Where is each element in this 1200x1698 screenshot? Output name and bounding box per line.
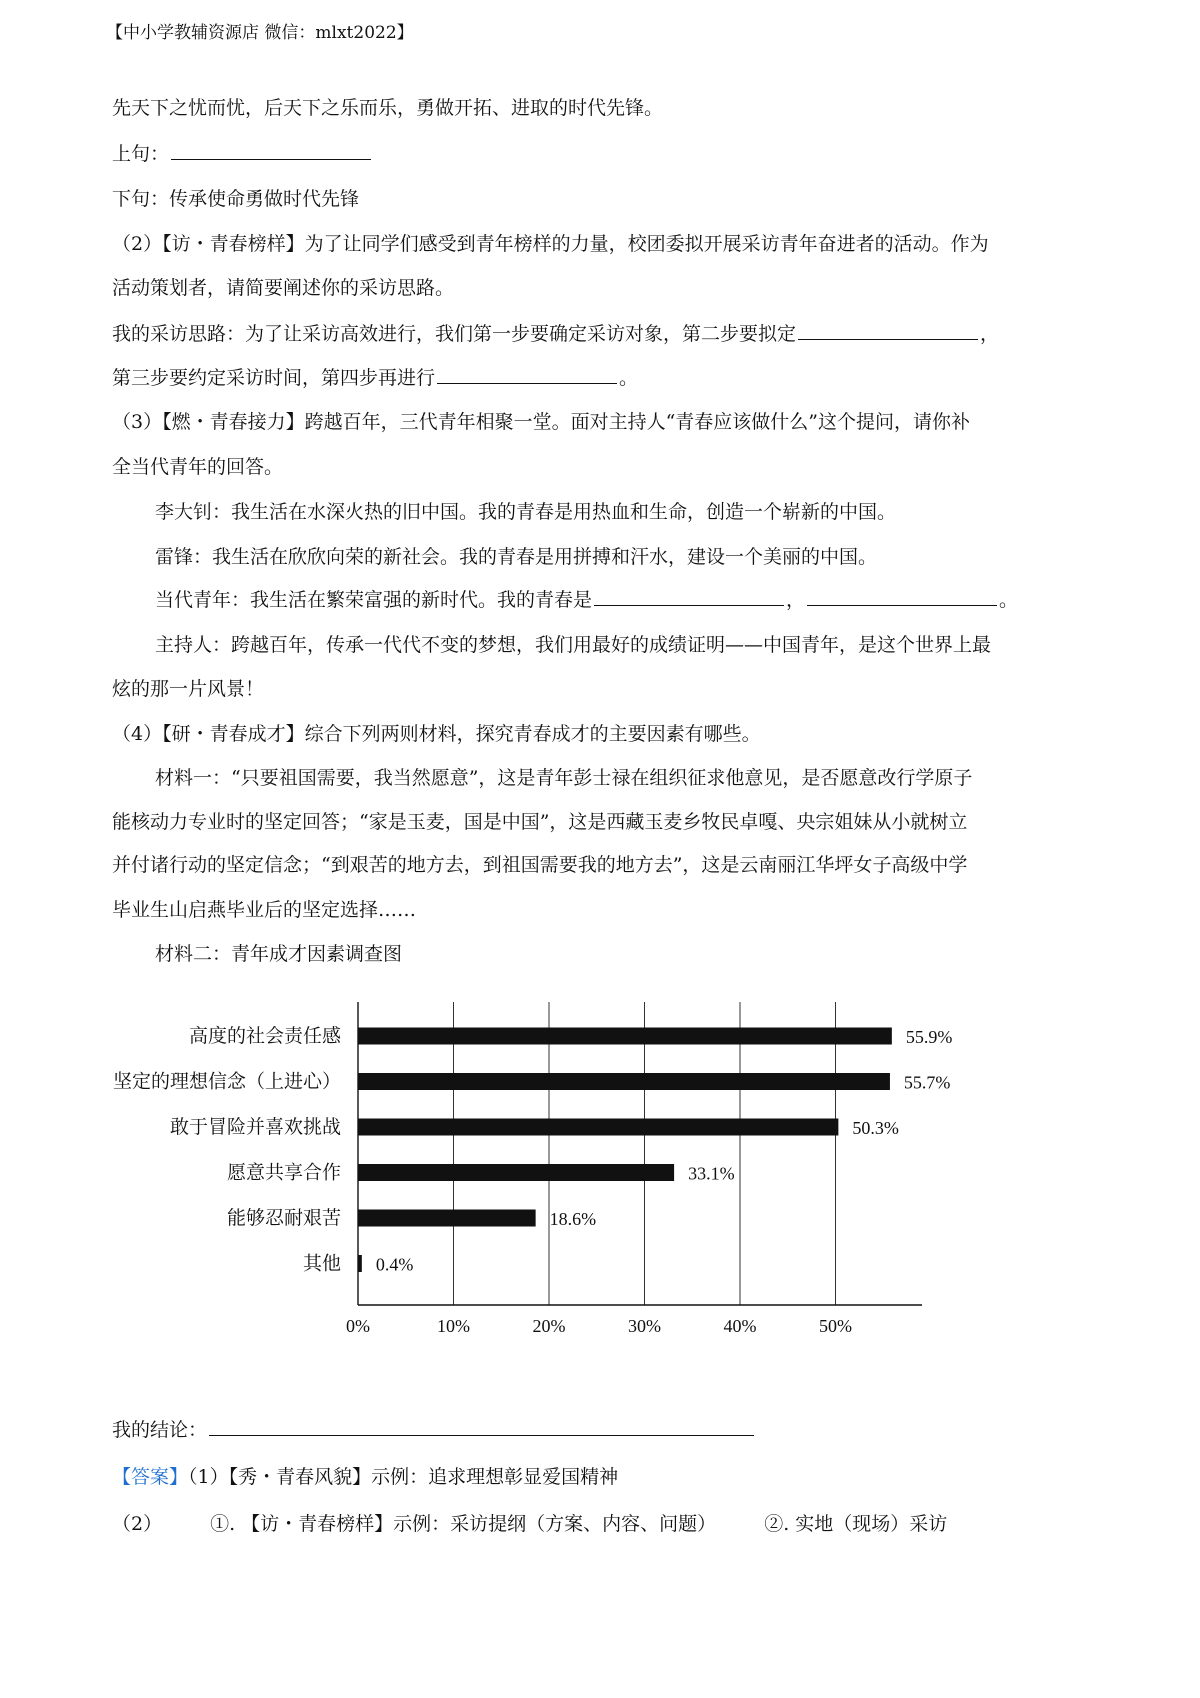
- contemporary-youth-line: 当代青年：我生活在繁荣富强的新时代。我的青春是 ， 。: [155, 589, 1019, 611]
- page-header: 【中小学教辅资源店 微信：mlxt2022】: [106, 23, 414, 43]
- chart-bar: [358, 1028, 892, 1045]
- chart-bar: [358, 1210, 536, 1227]
- material-1-line-4: 毕业生山启燕毕业后的坚定选择……: [112, 899, 417, 921]
- chart-x-tick-label: 10%: [437, 1316, 470, 1336]
- upper-line-label: 上句：: [112, 143, 170, 165]
- chart-bar: [358, 1255, 362, 1272]
- q4-line-1: （4）【研・青春成才】综合下列两则材料，探究青春成才的主要因素有哪些。: [112, 723, 761, 745]
- conclusion-blank[interactable]: [209, 1434, 754, 1436]
- chart-category-label: 高度的社会责任感: [188, 1026, 341, 1047]
- chart-bar: [358, 1073, 890, 1090]
- lower-line-label: 下句：: [112, 188, 170, 210]
- q3-line-2: 全当代青年的回答。: [112, 456, 284, 478]
- chart-data-label: 33.1%: [688, 1163, 735, 1184]
- conclusion-label: 我的结论：: [112, 1419, 208, 1441]
- contemporary-blank-1[interactable]: [594, 604, 784, 606]
- answer-item-1: ①. 【访・青春榜样】示例：采访提纲（方案、内容、问题）: [210, 1513, 717, 1535]
- chart-data-label: 0.4%: [375, 1254, 414, 1275]
- conclusion-row: [112, 1418, 756, 1442]
- host-line-2: 炫的那一片风景！: [112, 678, 265, 700]
- chart-category-label: 能够忍耐艰苦: [226, 1208, 341, 1229]
- material-2-label: 材料二：青年成才因素调查图: [155, 943, 403, 965]
- answer-tag: 【答案】: [112, 1466, 189, 1488]
- q2-blank-step-4[interactable]: [437, 382, 617, 384]
- li-dazhao-quote: 李大钊：我生活在水深火热的旧中国。我的青春是用热血和生命，创造一个崭新的中国。: [155, 501, 897, 523]
- q2-blank-step-2[interactable]: [798, 338, 978, 340]
- chart-bar: [358, 1164, 674, 1181]
- answer-item-2: ②. 实地（现场）采访: [764, 1513, 948, 1535]
- q3-line-1: （3）【燃・青春接力】跨越百年，三代青年相聚一堂。面对主持人“青春应该做什么”这个提问，请你补: [112, 411, 971, 433]
- q2-line-1: （2）【访・青春榜样】为了让同学们感受到青年榜样的力量，校团委拟开展采访青年奋进者的活动。作为: [112, 233, 989, 255]
- material-1-line-3: 并付诸行动的坚定信念；“到艰苦的地方去，到祖国需要我的地方去”，这是云南丽江华坪女子高级中学: [112, 854, 968, 876]
- chart-category-label: 愿意共享合作: [226, 1162, 341, 1184]
- material-1-line-1: 材料一：“只要祖国需要，我当然愿意”，这是青年彭士禄在组织征求他意见，是否愿意改行学原子: [155, 767, 973, 789]
- lower-line-row: [112, 187, 359, 211]
- answer-line-1: 【答案】（1）【秀・青春风貌】示例：追求理想彰显爱国精神: [112, 1466, 619, 1488]
- chart-x-tick-label: 30%: [628, 1316, 661, 1336]
- chart-x-tick-label: 20%: [532, 1316, 566, 1336]
- chart-bar: [358, 1119, 838, 1136]
- lower-line-text: 传承使命勇做时代先锋: [169, 188, 360, 210]
- upper-line-row: [112, 142, 373, 166]
- chart-category-label: 坚定的理想信念（上进心）: [112, 1071, 341, 1093]
- chart-x-tick-label: 0%: [346, 1316, 370, 1336]
- upper-line-blank[interactable]: [171, 158, 371, 160]
- chart-category-label: 其他: [302, 1253, 341, 1275]
- q2-line-3: 我的采访思路：为了让采访高效进行，我们第一步要确定采访对象，第二步要拟定 ，: [112, 323, 1000, 345]
- chart-x-tick-label: 50%: [819, 1316, 852, 1336]
- material-1-line-2: 能核动力专业时的坚定回答；“家是玉麦，国是中国”，这是西藏玉麦乡牧民卓嘎、央宗姐妹从小就树立: [112, 811, 968, 833]
- chart-data-label: 55.7%: [903, 1072, 951, 1093]
- chart-data-label: 50.3%: [852, 1118, 899, 1138]
- lei-feng-quote: 雷锋：我生活在欣欣向荣的新社会。我的青春是用拼搏和汗水，建设一个美丽的中国。: [155, 546, 878, 568]
- chart-x-tick-label: 40%: [723, 1316, 757, 1336]
- q2-line-4: 第三步要约定采访时间，第四步再进行 。: [112, 367, 639, 389]
- host-line-1: 主持人：跨越百年，传承一代代不变的梦想，我们用最好的成绩证明——中国青年，是这个世界上最: [155, 634, 992, 656]
- q2-line-2: 活动策划者，请简要阐述你的采访思路。: [112, 277, 455, 299]
- contemporary-blank-2[interactable]: [807, 604, 997, 606]
- chart-category-label: 敢于冒险并喜欢挑战: [169, 1117, 341, 1138]
- chart-data-label: 18.6%: [549, 1209, 597, 1229]
- youth-success-factors-chart: [0, 960, 1200, 1340]
- chart-data-label: 55.9%: [905, 1027, 953, 1047]
- slogan-text: 先天下之忧而忧，后天下之乐而乐，勇做开拓、进取的时代先锋。: [112, 97, 664, 119]
- answer-line-2: （2） ①. 【访・青春榜样】示例：采访提纲（方案、内容、问题） ②. 实地（现场）采访: [112, 1513, 948, 1535]
